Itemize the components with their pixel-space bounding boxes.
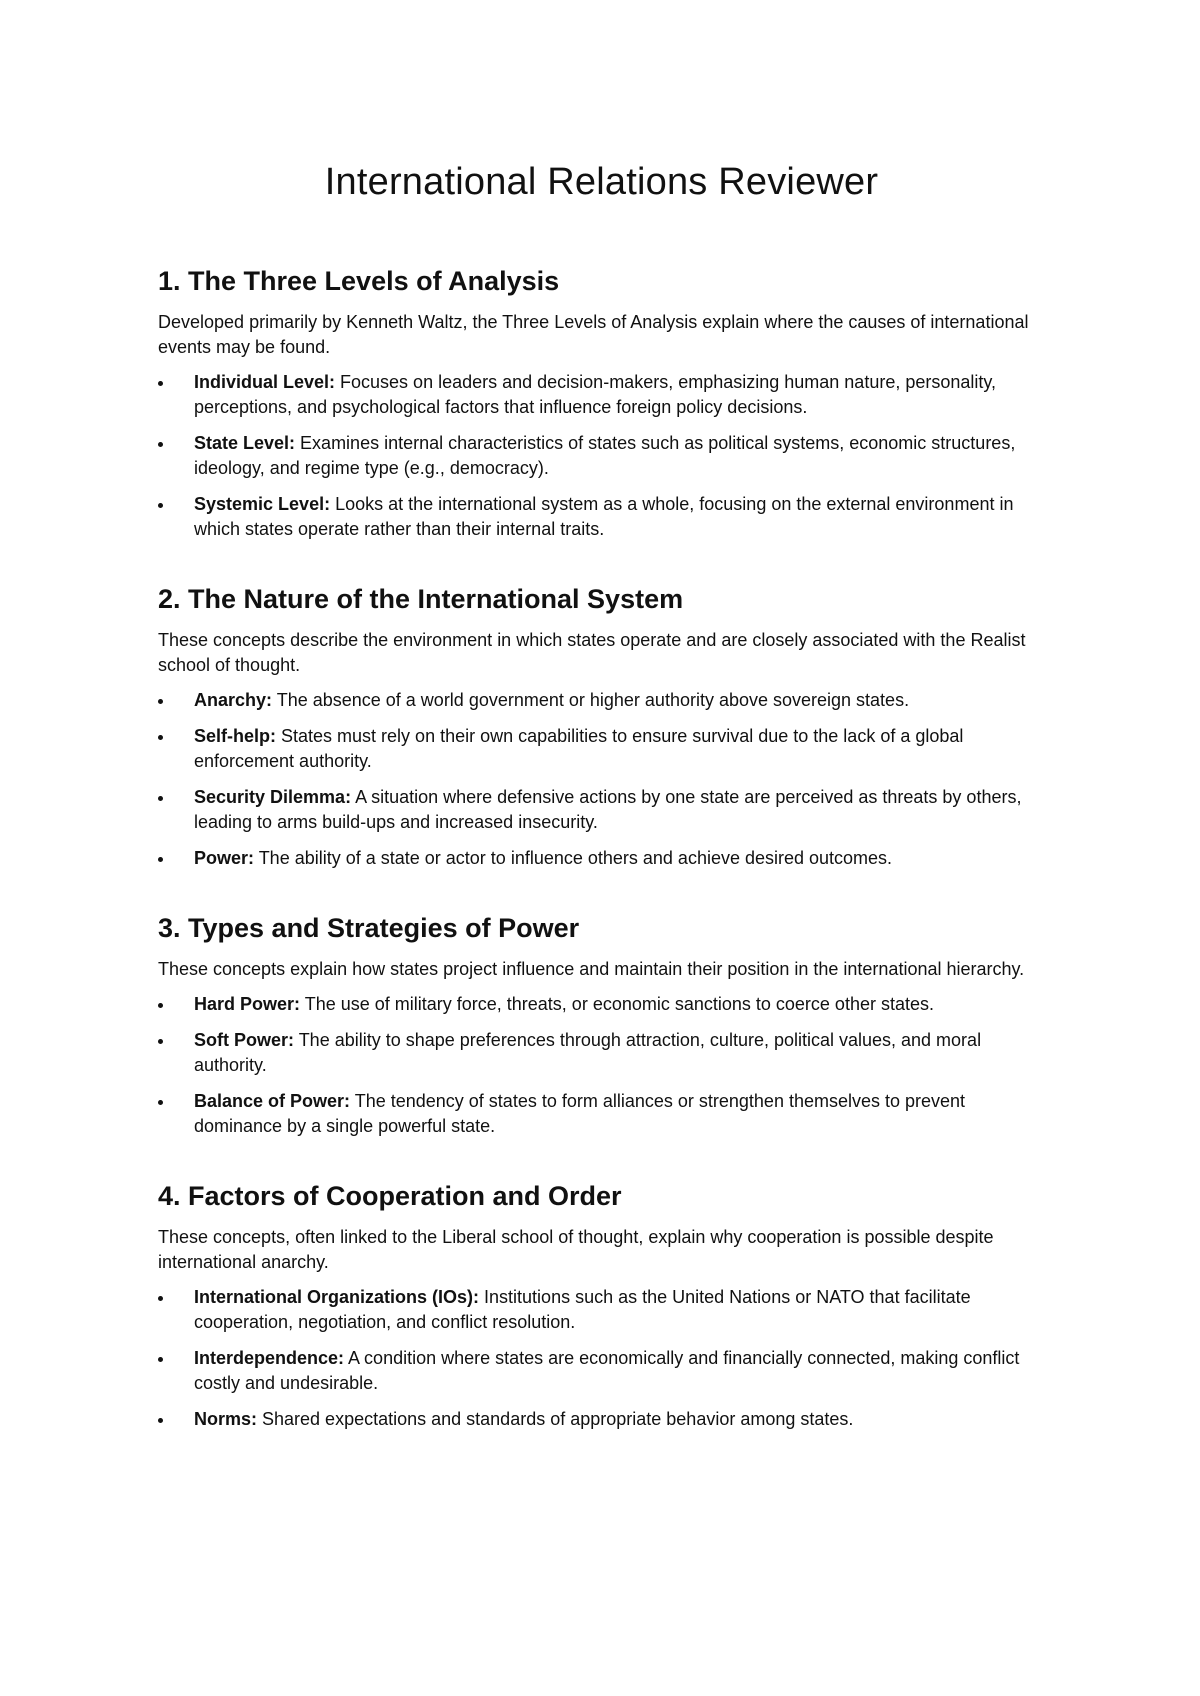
list-item-term: State Level: [194, 433, 296, 453]
section-intro: These concepts explain how states project influence and maintain their position in the international hierarchy. [158, 959, 1025, 979]
list-item-term: Norms: [194, 1409, 258, 1429]
bullet-icon [158, 503, 163, 508]
list-item-term: Interdependence: [194, 1348, 345, 1368]
list-item-term: Anarchy: [194, 690, 273, 710]
list-item [158, 492, 1045, 542]
bullet-icon [158, 699, 163, 704]
list-item-text: The use of military force, threats, or economic sanctions to coerce other states. [300, 994, 934, 1014]
section-heading: 2. The Nature of the International System [158, 584, 684, 614]
list-item [158, 724, 1045, 774]
list-item-text: Examines internal characteristics of states such as political systems, economic structures, ideology, and regime type (e.g., democracy). [194, 433, 1016, 478]
bullet-icon [158, 1003, 163, 1008]
list-item-text: Institutions such as the United Nations or NATO that facilitate cooperation, negotiation, and conflict resolution. [194, 1287, 971, 1332]
bullet-list [158, 688, 1045, 871]
document-title: International Relations Reviewer [324, 161, 879, 203]
section-heading: 1. The Three Levels of Analysis [158, 266, 560, 296]
list-item-text: The ability of a state or actor to influence others and achieve desired outcomes. [254, 848, 893, 868]
bullet-list [158, 992, 1045, 1139]
list-item-term: Systemic Level: [194, 494, 331, 514]
list-item [158, 1346, 1045, 1396]
list-item [158, 1089, 1045, 1139]
list-item [158, 992, 1045, 1017]
list-item-text: Shared expectations and standards of appropriate behavior among states. [257, 1409, 854, 1429]
list-item-term: International Organizations (IOs): [194, 1287, 480, 1307]
bullet-icon [158, 1100, 163, 1105]
bullet-icon [158, 442, 163, 447]
bullet-list [158, 370, 1045, 542]
list-item-term: Self-help: [194, 726, 277, 746]
list-item-term: Power: [194, 848, 255, 868]
list-item-text: States must rely on their own capabilities to ensure survival due to the lack of a global enforcement authority. [194, 726, 964, 771]
list-item [158, 431, 1045, 481]
bullet-icon [158, 1296, 163, 1301]
list-item-text: A condition where states are economically and financially connected, making conflict costly and undesirable. [194, 1348, 1020, 1393]
list-item [158, 1407, 1045, 1432]
section-intro: These concepts describe the environment in which states operate and are closely associated with the Realist school of thought. [158, 630, 1026, 675]
list-item-term: Hard Power: [194, 994, 301, 1014]
bullet-list [158, 1285, 1045, 1432]
section-intro: These concepts, often linked to the Liberal school of thought, explain why cooperation is possible despite international anarchy. [158, 1227, 994, 1272]
bullet-icon [158, 735, 163, 740]
section-heading: 3. Types and Strategies of Power [158, 913, 580, 943]
list-item [158, 1285, 1045, 1335]
section-heading: 4. Factors of Cooperation and Order [158, 1181, 622, 1211]
list-item [158, 370, 1045, 420]
section [158, 582, 1045, 871]
list-item-text: The tendency of states to form alliances or strengthen themselves to prevent dominance by a single powerful state. [194, 1091, 966, 1136]
list-item-text: A situation where defensive actions by one state are perceived as threats by others, leading to arms build-ups and increased insecurity. [194, 787, 1022, 832]
bullet-icon [158, 1039, 163, 1044]
section [158, 911, 1045, 1139]
list-item [158, 785, 1045, 835]
list-item-term: Balance of Power: [194, 1091, 351, 1111]
list-item-term: Security Dilemma: [194, 787, 352, 807]
bullet-icon [158, 857, 163, 862]
bullet-icon [158, 796, 163, 801]
list-item [158, 1028, 1045, 1078]
list-item-text: The absence of a world government or higher authority above sovereign states. [272, 690, 910, 710]
bullet-icon [158, 1357, 163, 1362]
bullet-icon [158, 381, 163, 386]
list-item-term: Individual Level: [194, 372, 336, 392]
bullet-icon [158, 1418, 163, 1423]
list-item [158, 688, 1045, 713]
list-item-text: Looks at the international system as a whole, focusing on the external environment in which states operate rather than their internal traits. [194, 494, 1014, 539]
list-item [158, 846, 1045, 871]
list-item-text: Focuses on leaders and decision-makers, emphasizing human nature, personality, perceptions, and psychological factors that influence foreign policy decisions. [194, 372, 997, 417]
list-item-term: Soft Power: [194, 1030, 295, 1050]
section [158, 1179, 1045, 1432]
section [158, 264, 1045, 542]
list-item-text: The ability to shape preferences through attraction, culture, political values, and moral authority. [194, 1030, 982, 1075]
sections-container [158, 264, 1045, 1432]
section-intro: Developed primarily by Kenneth Waltz, the Three Levels of Analysis explain where the causes of international events may be found. [158, 312, 1029, 357]
